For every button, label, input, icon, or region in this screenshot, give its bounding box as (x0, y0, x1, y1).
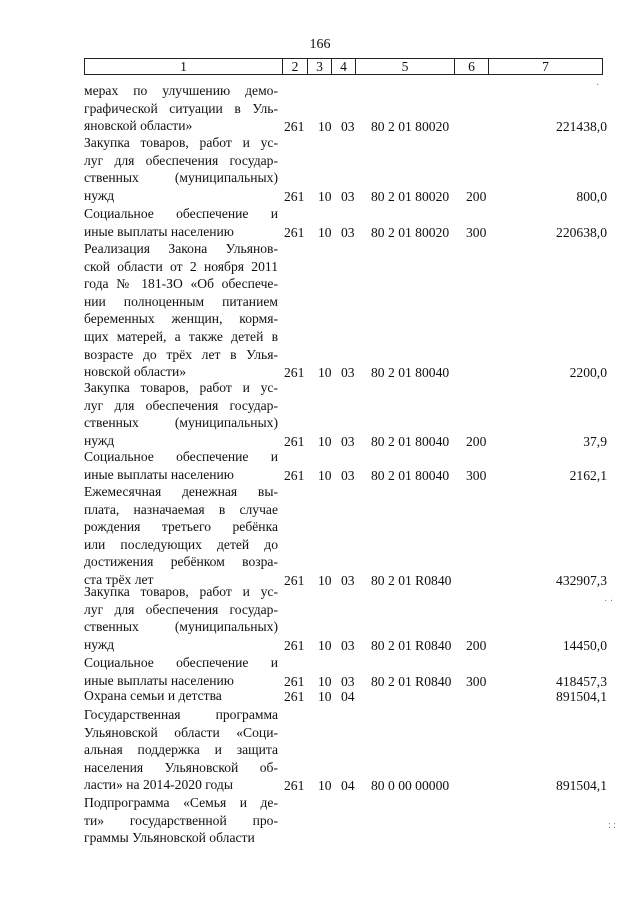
description-line: яновской области» (84, 118, 193, 134)
cell-c4: 03 (341, 573, 355, 588)
cell-c2: 261 (284, 467, 305, 483)
header-col-5: 5 (356, 59, 455, 75)
description-line: населения Ульяновской об- (84, 759, 278, 775)
description-line: новской области» (84, 364, 187, 380)
header-col-1: 1 (85, 59, 283, 75)
cell-c4: 03 (341, 365, 355, 381)
cell-c3: 10 (318, 433, 332, 449)
cell-c7: 891504,1 (556, 689, 607, 704)
description-line: нужд (84, 187, 115, 203)
description-line: ста трёх лет (84, 571, 154, 587)
cell-c5: 80 2 01 R0840 (371, 573, 452, 588)
description-line: года № 181-ЗО «Об обеспече- (84, 276, 278, 292)
cell-c5: 80 2 01 80040 (371, 365, 450, 381)
scan-speck: · (596, 80, 600, 91)
header-col-2: 2 (283, 59, 308, 75)
description-line: луг для обеспечения государ- (84, 152, 278, 168)
cell-c4: 03 (341, 188, 355, 204)
cell-c4: 03 (341, 637, 355, 653)
description-line: нужд (84, 636, 115, 652)
cell-c7: 220638,0 (556, 224, 607, 240)
header-col-4: 4 (332, 59, 356, 75)
description-line: Закупка товаров, работ и ус- (84, 380, 278, 395)
cell-c5: 80 2 01 80040 (371, 467, 450, 483)
cell-c7: 14450,0 (562, 637, 607, 653)
header-col-7: 7 (489, 59, 603, 75)
row-description (84, 483, 278, 589)
header-col-3: 3 (308, 59, 332, 75)
cell-c4: 04 (341, 689, 355, 704)
cell-c4: 03 (341, 673, 355, 689)
description-line: Ежемесячная денежная вы- (84, 484, 278, 499)
cell-c2: 261 (284, 689, 305, 704)
row-description (84, 583, 278, 653)
description-line: Закупка товаров, работ и ус- (84, 584, 278, 599)
cell-c6: 200 (466, 433, 487, 449)
cell-c2: 261 (284, 778, 305, 794)
description-line: Социальное обеспечение и (84, 206, 278, 221)
cell-c4: 03 (341, 433, 355, 449)
scan-speck: · · (604, 596, 614, 607)
cell-c3: 10 (318, 224, 332, 240)
row-description (84, 240, 278, 381)
cell-c3: 10 (318, 673, 332, 689)
cell-c2: 261 (284, 573, 305, 588)
row-description (84, 448, 278, 483)
description-line: нии полноценным питанием (84, 293, 278, 309)
cell-c5: 80 2 01 R0840 (371, 673, 452, 689)
cell-c2: 261 (284, 119, 305, 135)
description-line: иные выплаты населению (84, 223, 234, 239)
cell-c3: 10 (318, 365, 332, 381)
cell-c5: 80 2 01 80020 (371, 188, 450, 204)
description-line: мерах по улучшению демо- (84, 83, 278, 98)
description-line: граммы Ульяновской области (84, 830, 255, 846)
description-line: беременных женщин, кормя- (84, 311, 278, 327)
row-description (84, 706, 278, 794)
description-line: ственных (муниципальных) (84, 415, 278, 431)
description-line: возрасте до трёх лет в Улья- (84, 346, 278, 362)
row-description (84, 82, 278, 135)
cell-c6: 300 (466, 224, 487, 240)
cell-c5: 80 2 01 80020 (371, 224, 450, 240)
cell-c3: 10 (318, 188, 332, 204)
description-line: Подпрограмма «Семья и де- (84, 795, 278, 810)
row-description (84, 687, 278, 705)
cell-c2: 261 (284, 188, 305, 204)
row-description (84, 205, 278, 240)
description-line: луг для обеспечения государ- (84, 397, 278, 413)
cell-c6: 300 (466, 467, 487, 483)
description-line: Ульяновской области «Соци- (84, 724, 278, 740)
cell-c3: 10 (318, 637, 332, 653)
cell-c5: 80 2 01 80040 (371, 433, 450, 449)
header-col-6: 6 (455, 59, 489, 75)
scan-speck: : : (608, 820, 617, 831)
description-line: ственных (муниципальных) (84, 619, 278, 635)
row-description (84, 134, 278, 204)
cell-c5: 80 2 01 R0840 (371, 637, 452, 653)
cell-c3: 10 (318, 573, 332, 588)
cell-c7: 432907,3 (556, 573, 607, 588)
description-line: Социальное обеспечение и (84, 449, 278, 464)
cell-c4: 04 (341, 778, 355, 794)
cell-c7: 2200,0 (569, 365, 607, 381)
description-line: Закупка товаров, работ и ус- (84, 135, 278, 150)
description-line: рождения третьего ребёнка (84, 519, 278, 535)
cell-c2: 261 (284, 224, 305, 240)
description-line: иные выплаты населению (84, 466, 234, 482)
description-line: Охрана семьи и детства (84, 688, 222, 703)
cell-c3: 10 (318, 689, 332, 704)
cell-c2: 261 (284, 637, 305, 653)
description-line: луг для обеспечения государ- (84, 601, 278, 617)
description-line: ской области от 2 ноября 2011 (84, 258, 278, 274)
description-line: иные выплаты населению (84, 672, 234, 688)
description-line: Реализация Закона Ульянов- (84, 241, 278, 256)
description-line: ласти» на 2014-2020 годы (84, 777, 233, 793)
row-description (84, 654, 278, 689)
cell-c4: 03 (341, 224, 355, 240)
row-description (84, 379, 278, 449)
cell-c3: 10 (318, 119, 332, 135)
cell-c7: 418457,3 (556, 673, 607, 689)
row-description (84, 794, 278, 847)
description-line: Государственная программа (84, 707, 278, 722)
cell-c6: 200 (466, 188, 487, 204)
description-line: плата, назначаемая в случае (84, 501, 278, 517)
cell-c5: 80 2 01 80020 (371, 119, 450, 135)
cell-c3: 10 (318, 467, 332, 483)
cell-c2: 261 (284, 433, 305, 449)
cell-c6: 300 (466, 673, 487, 689)
cell-c2: 261 (284, 365, 305, 381)
cell-c2: 261 (284, 673, 305, 689)
cell-c7: 891504,1 (556, 778, 607, 794)
cell-c5: 80 0 00 00000 (371, 778, 450, 794)
cell-c4: 03 (341, 119, 355, 135)
cell-c7: 37,9 (583, 433, 607, 449)
cell-c7: 800,0 (576, 188, 607, 204)
cell-c4: 03 (341, 467, 355, 483)
description-line: альная поддержка и защита (84, 742, 278, 758)
description-line: достижения ребёнком возра- (84, 554, 278, 570)
description-line: ти» государственной про- (84, 812, 278, 828)
description-line: нужд (84, 432, 115, 448)
cell-c7: 221438,0 (556, 119, 607, 135)
description-line: Социальное обеспечение и (84, 655, 278, 670)
column-header-row (84, 58, 603, 75)
description-line: щих матерей, а также детей в (84, 328, 278, 344)
page-number: 166 (309, 37, 331, 52)
description-line: графической ситуации в Уль- (84, 100, 278, 116)
description-line: ственных (муниципальных) (84, 170, 278, 186)
description-line: или последующих детей до (84, 536, 278, 552)
cell-c3: 10 (318, 778, 332, 794)
cell-c6: 200 (466, 637, 487, 653)
cell-c7: 2162,1 (569, 467, 607, 483)
